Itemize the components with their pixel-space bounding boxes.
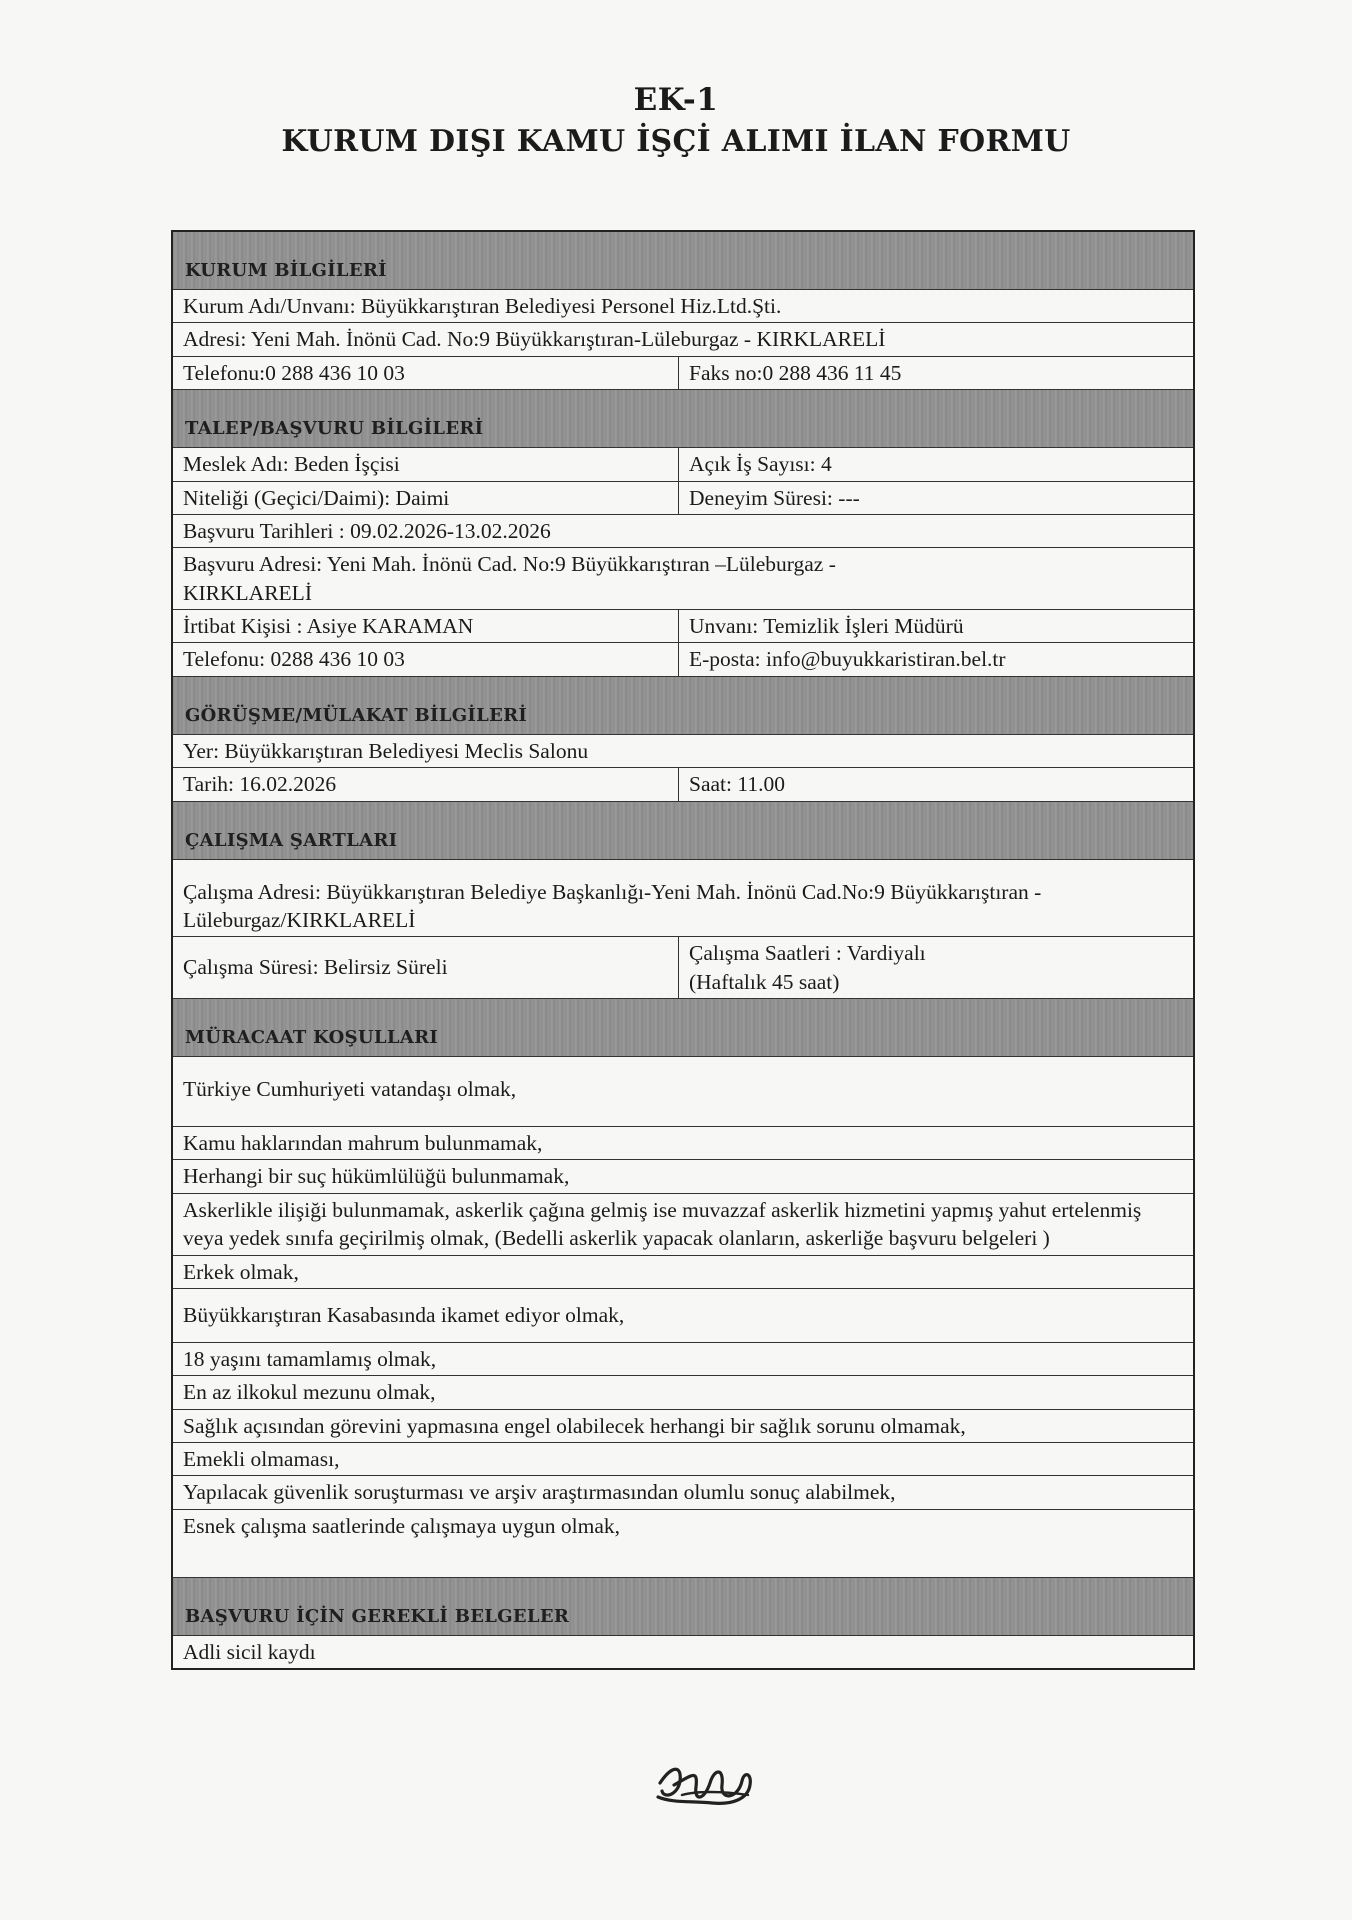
basvuru-adresi: Başvuru Adresi: Yeni Mah. İnönü Cad. No:9 Büyükkarıştıran –Lüleburgaz - KIRKLARELİ [183, 552, 836, 605]
condition-item: Emekli olmaması, [183, 1447, 340, 1471]
row-irtibat [173, 610, 1193, 643]
section-gorusme-header [173, 677, 1193, 735]
condition-item: Yapılacak güvenlik soruşturması ve arşiv araştırmasından olumlu sonuç alabilmek, [183, 1480, 896, 1505]
row-meslek [173, 448, 1193, 481]
deneyim-suresi: Deneyim Süresi: --- [689, 485, 860, 510]
row-basvuru-adresi [173, 548, 1193, 610]
condition-item: Büyükkarıştıran Kasabasında ikamet ediyor olmak, [183, 1303, 625, 1328]
section-talep-header [173, 390, 1193, 448]
kurum-faks: Faks no:0 288 436 11 45 [689, 360, 902, 385]
annex-label: EK-1 [633, 82, 719, 118]
condition-item: Erkek olmak, [183, 1259, 299, 1284]
section-calisma-header [173, 802, 1193, 860]
condition-item: Sağlık açısından görevini yapmasına engel olabilecek herhangi bir sağlık sorunu olmamak, [183, 1413, 966, 1438]
condition-row [173, 1476, 1193, 1509]
irtibat-telefon: Telefonu: 0288 436 10 03 [173, 643, 679, 675]
row-talep-iletisim [173, 643, 1193, 676]
condition-item: Kamu haklarından mahrum bulunmamak, [183, 1131, 543, 1155]
condition-row [173, 1256, 1193, 1289]
row-nitelik [173, 482, 1193, 515]
condition-row [173, 1127, 1193, 1160]
condition-row [173, 1160, 1193, 1193]
row-kurum-iletisim [173, 357, 1193, 390]
job-posting-form [171, 230, 1195, 1670]
kurum-telefon: Telefonu:0 288 436 10 03 [173, 357, 679, 389]
irtibat-kisisi: İrtibat Kişisi : Asiye KARAMAN [173, 610, 679, 642]
condition-item: Askerlikle ilişiği bulunmamak, askerlik çağına gelmiş ise muvazzaf askerlik hizmetini yapmış yahut ertelenmiş veya yedek sınıfa geçirilmiş olmak, (Bedelli askerlik yapacak olanların, askerliğe başvuru belgeleri ) [183, 1197, 1142, 1251]
condition-row [173, 1289, 1193, 1343]
kurum-adres: Adresi: Yeni Mah. İnönü Cad. No:9 Büyükkarıştıran-Lüleburgaz - KIRKLARELİ [183, 327, 886, 352]
calisma-adresi: Çalışma Adresi: Büyükkarıştıran Belediye Başkanlığı-Yeni Mah. İnönü Cad.No:9 Büyükkarıştıran -Lüleburgaz/KIRKLARELİ [183, 879, 1042, 932]
condition-row [173, 1443, 1193, 1476]
section-title: GÖRÜŞME/MÜLAKAT BİLGİLERİ [185, 705, 528, 726]
row-mulakat-zaman [173, 768, 1193, 801]
row-calisma-sure [173, 937, 1193, 999]
condition-item: Herhangi bir suç hükümlülüğü bulunmamak, [183, 1164, 570, 1189]
section-title: TALEP/BAŞVURU BİLGİLERİ [185, 418, 484, 440]
section-title: BAŞVURU İÇİN GEREKLİ BELGELER [185, 1606, 570, 1627]
kurum-adi: Kurum Adı/Unvanı: Büyükkarıştıran Belediyesi Personel Hiz.Ltd.Şti. [183, 294, 782, 318]
condition-row [173, 1510, 1193, 1578]
irtibat-eposta: E-posta: info@buyukkaristiran.bel.tr [689, 647, 1006, 672]
condition-row [173, 1194, 1193, 1256]
document-header [0, 82, 1352, 159]
row-mulakat-yer [173, 735, 1193, 768]
section-title: KURUM BİLGİLERİ [185, 260, 387, 282]
condition-row [173, 1057, 1193, 1127]
form-title: KURUM DIŞI KAMU İŞÇİ ALIMI İLAN FORMU [281, 124, 1071, 159]
basvuru-tarihleri: Başvuru Tarihleri : 09.02.2026-13.02.2026 [183, 518, 551, 543]
niteligi: Niteliği (Geçici/Daimi): Daimi [173, 482, 679, 514]
section-title: MÜRACAAT KOŞULLARI [185, 1027, 439, 1049]
condition-item: Esnek çalışma saatlerinde çalışmaya uygun olmak, [183, 1513, 621, 1538]
condition-row [173, 1410, 1193, 1443]
row-kurum-adres [173, 323, 1193, 356]
calisma-saatleri: Çalışma Saatleri : Vardiyalı (Haftalık 45 saat) [689, 941, 926, 994]
condition-row [173, 1343, 1193, 1376]
calisma-suresi: Çalışma Süresi: Belirsiz Süreli [173, 937, 679, 998]
section-title: ÇALIŞMA ŞARTLARI [185, 829, 398, 851]
irtibat-unvani: Unvanı: Temizlik İşleri Müdürü [689, 614, 964, 638]
section-kurum-header [173, 232, 1193, 290]
row-kurum-adi [173, 290, 1193, 323]
section-belgeler-header [173, 1578, 1193, 1636]
mulakat-saati: Saat: 11.00 [689, 772, 785, 797]
condition-item: Türkiye Cumhuriyeti vatandaşı olmak, [183, 1077, 517, 1101]
condition-item: 18 yaşını tamamlamış olmak, [183, 1346, 437, 1371]
document-item: Adli sicil kaydı [183, 1639, 316, 1664]
condition-item: En az ilkokul mezunu olmak, [183, 1380, 436, 1405]
mulakat-tarihi: Tarih: 16.02.2026 [173, 768, 679, 800]
row-calisma-adresi [173, 860, 1193, 938]
section-muracaat-header [173, 999, 1193, 1057]
signature-mark [652, 1755, 762, 1815]
row-basvuru-tarihleri [173, 515, 1193, 548]
meslek-adi: Meslek Adı: Beden İşçisi [173, 448, 679, 480]
acik-is-sayisi: Açık İş Sayısı: 4 [689, 452, 832, 477]
document-row [173, 1636, 1193, 1668]
mulakat-yeri: Yer: Büyükkarıştıran Belediyesi Meclis Salonu [183, 738, 589, 763]
condition-row [173, 1376, 1193, 1409]
